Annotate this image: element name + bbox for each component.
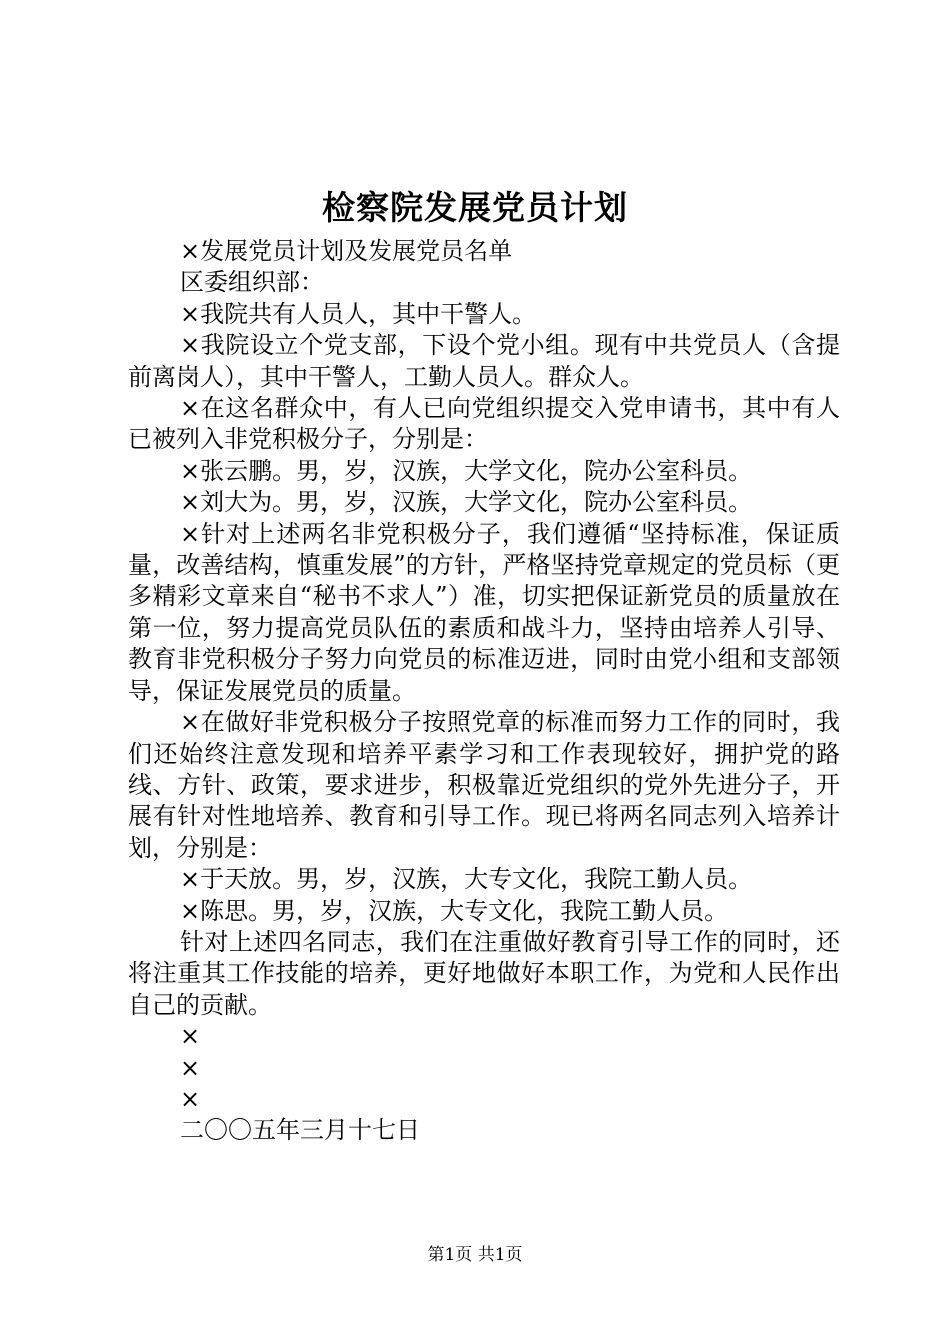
paragraph: ×我院设立个党支部，下设个党小组。现有中共党员人（含提前离岗人），其中干警人，工勤人员人。群众人。 [128,331,840,391]
paragraph: 针对上述四名同志，我们在注重做好教育引导工作的同时，还将注重其工作技能的培养，更好地做好本职工作，为党和人民作出自己的贡献。 [128,927,840,1019]
signature-date: 二〇〇五年三月十七日 [180,1116,420,1145]
paragraph: ×在这名群众中，有人已向党组织提交入党申请书，其中有人已被列入非党积极分子，分别是： [128,394,840,454]
paragraph: ×陈思。男，岁，汉族，大专文化，我院工勤人员。 [180,896,729,925]
paragraph: ×张云鹏。男，岁，汉族，大学文化，院办公室科员。 [180,456,753,485]
paragraph: ×我院共有人员人，其中干警人。 [180,299,537,328]
paragraph: 区委组织部： [180,268,324,297]
paragraph: × [180,1022,201,1051]
paragraph: ×在做好非党积极分子按照党章的标准而努力工作的同时，我们还始终注意发现和培养平素学习和工作表现较好，拥护党的路线、方针、政策，要求进步，积极靠近党组织的党外先进分子，开展有针对性地培养、教育和引导工作。现已将两名同志列入培养计划，分别是： [128,708,840,862]
paragraph: × [180,1084,201,1113]
document-title: 检察院发展党员计划 [322,188,628,227]
document-body [128,236,840,1147]
paragraph: × [180,1053,201,1082]
paragraph: ×于天放。男，岁，汉族，大专文化，我院工勤人员。 [180,865,753,894]
page-footer: 第1页 共1页 [427,1245,523,1265]
paragraph: ×针对上述两名非党积极分子，我们遵循“坚持标准，保证质量，改善结构，慎重发展”的方针，严格坚持党章规定的党员标（更多精彩文章来自“秘书不求人”）准，切实把保证新党员的质量放在第一位，努力提高党员队伍的素质和战斗力，坚持由培养人引导、教育非党积极分子努力向党员的标准迈进，同时由党小组和支部领导，保证发展党员的质量。 [128,519,840,705]
paragraph: ×刘大为。男，岁，汉族，大学文化，院办公室科员。 [180,488,753,517]
paragraph: ×发展党员计划及发展党员名单 [180,237,513,265]
